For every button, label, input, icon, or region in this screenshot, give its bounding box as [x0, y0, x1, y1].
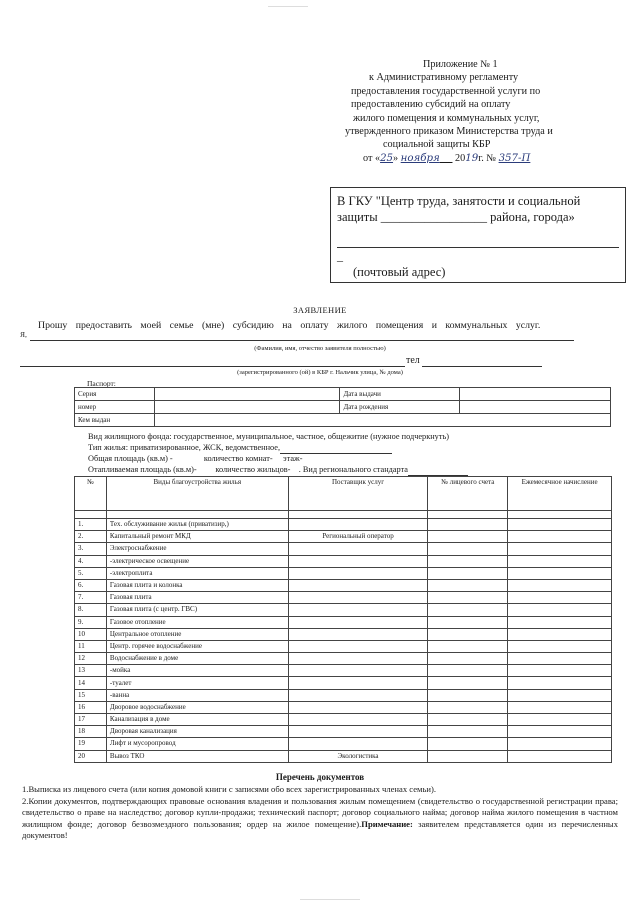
row-monthly[interactable] — [508, 726, 612, 738]
table-row — [75, 567, 612, 579]
row-account[interactable] — [428, 579, 508, 591]
request-text: Прошу предоставить моей семье (мне) субсидию на оплату жилого помещения и коммунальных услуг. — [38, 320, 541, 331]
row-account[interactable] — [428, 567, 508, 579]
row-provider[interactable] — [288, 640, 428, 652]
row-provider[interactable] — [288, 604, 428, 616]
row-monthly[interactable] — [508, 579, 612, 591]
row-monthly[interactable] — [508, 653, 612, 665]
row-provider[interactable] — [288, 628, 428, 640]
row-kind: -электроплита — [106, 567, 288, 579]
row-account[interactable] — [428, 592, 508, 604]
handwritten-year: 19 — [465, 152, 479, 164]
row-monthly[interactable] — [508, 750, 612, 762]
table-header-row — [75, 477, 612, 511]
row-kind: -электрическое освещение — [106, 555, 288, 567]
row-kind: Тех. обслуживание жилья (приватизир,) — [106, 519, 288, 531]
row-provider[interactable] — [288, 653, 428, 665]
row-monthly[interactable] — [508, 604, 612, 616]
row-num: 15 — [75, 689, 107, 701]
appendix-line: утвержденного приказом Министерства труда и — [345, 126, 553, 138]
note-label: Примечание: — [361, 818, 413, 829]
appendix-header — [345, 58, 615, 165]
row-num: 3. — [75, 543, 107, 555]
row-account[interactable] — [428, 677, 508, 689]
row-provider[interactable] — [288, 701, 428, 713]
table-row — [75, 665, 612, 677]
note-text: заявителем представляется один из перечисленных документов! — [22, 818, 618, 841]
row-kind: Дворовая канализация — [106, 726, 288, 738]
applicant-name-field[interactable] — [30, 340, 574, 341]
handwritten-number: 357-П — [498, 152, 531, 164]
table-row — [75, 604, 612, 616]
passport-issue-date-label: Дата выдачи — [340, 388, 460, 401]
housing-area-row: Общая площадь (кв.м) - количество комнат- этаж- — [88, 453, 303, 463]
row-num: 18 — [75, 726, 107, 738]
row-monthly[interactable] — [508, 592, 612, 604]
table-row — [75, 414, 611, 427]
documents-title: Перечень документов — [275, 772, 365, 782]
table-row — [75, 738, 612, 750]
table-row — [75, 628, 612, 640]
housing-type-row: Тип жилья: приватизированное, ЖСК, ведомственное, — [88, 442, 468, 453]
passport-number-field[interactable] — [154, 401, 340, 414]
table-row — [75, 701, 612, 713]
passport-table — [74, 387, 611, 427]
row-monthly[interactable] — [508, 543, 612, 555]
table-row — [75, 579, 612, 591]
row-num: 20 — [75, 750, 107, 762]
row-provider[interactable] — [288, 592, 428, 604]
row-kind: Центральное отопление — [106, 628, 288, 640]
address-line2: защиты _________________ района, города» — [337, 210, 575, 224]
scan-edge-bottom — [300, 899, 360, 900]
passport-label: Паспорт: — [87, 379, 116, 388]
row-provider[interactable] — [288, 738, 428, 750]
row-num: 1. — [75, 519, 107, 531]
row-provider[interactable] — [288, 579, 428, 591]
row-num: 14 — [75, 677, 107, 689]
row-provider[interactable] — [288, 567, 428, 579]
row-num: 13 — [75, 665, 107, 677]
housing-fund: Вид жилищного фонда: государственное, муниципальное, частное, общежитие (нужное подчеркнуть) — [88, 432, 449, 441]
row-account[interactable] — [428, 689, 508, 701]
appendix-line: жилого помещения и коммунальных услуг, — [353, 112, 540, 124]
header-num: № — [75, 477, 107, 511]
row-kind: Центр. горячее водоснабжение — [106, 640, 288, 652]
row-num: 9. — [75, 616, 107, 628]
row-account[interactable] — [428, 738, 508, 750]
appendix-line: предоставления государственной услуги по — [351, 85, 541, 97]
passport-issued-by-label: Кем выдан — [75, 414, 155, 427]
row-provider[interactable] — [288, 555, 428, 567]
housing-type-field[interactable] — [280, 442, 392, 453]
row-monthly[interactable] — [508, 701, 612, 713]
passport-issue-date-field[interactable] — [460, 388, 611, 401]
standard-field[interactable] — [408, 464, 468, 475]
row-kind: -туалет — [106, 677, 288, 689]
address-field[interactable] — [20, 366, 405, 367]
row-kind: Электроснабжение — [106, 543, 288, 555]
row-kind: Лифт и мусоропровод — [106, 738, 288, 750]
services-table — [74, 476, 612, 763]
table-row — [75, 519, 612, 531]
row-num: 5. — [75, 567, 107, 579]
row-provider[interactable] — [288, 519, 428, 531]
row-kind: Газовая плита (с центр. ГВС) — [106, 604, 288, 616]
row-provider[interactable]: Региональный оператор — [288, 531, 428, 543]
row-num: 17 — [75, 714, 107, 726]
address-dash: _ — [337, 249, 343, 263]
housing-info — [88, 432, 468, 476]
appendix-line: Приложение № 1 — [423, 59, 498, 70]
row-account[interactable] — [428, 653, 508, 665]
row-account[interactable] — [428, 555, 508, 567]
header-monthly: Ежемесячное начисление — [508, 477, 612, 511]
row-num: 2. — [75, 531, 107, 543]
row-provider[interactable] — [288, 689, 428, 701]
row-account[interactable] — [428, 701, 508, 713]
address-tel-row — [20, 355, 620, 369]
row-account[interactable] — [428, 714, 508, 726]
table-row — [75, 388, 611, 401]
row-monthly[interactable] — [508, 714, 612, 726]
row-kind: -ванна — [106, 689, 288, 701]
row-num: 4. — [75, 555, 107, 567]
table-row — [75, 714, 612, 726]
document-item-1: 1.Выписка из лицевого счета (или копия домовой книги с записями обо всех зарегистрированных членах семьи). — [22, 784, 436, 794]
row-account[interactable] — [428, 640, 508, 652]
row-monthly[interactable] — [508, 677, 612, 689]
row-provider[interactable] — [288, 616, 428, 628]
row-kind: Газовое отопление — [106, 616, 288, 628]
table-row-spacer — [75, 511, 612, 519]
row-account[interactable] — [428, 726, 508, 738]
row-num: 12 — [75, 653, 107, 665]
documents-list — [22, 784, 618, 842]
row-kind: Газовая плита — [106, 592, 288, 604]
row-monthly[interactable] — [508, 689, 612, 701]
applicant-name-row — [20, 330, 620, 344]
row-monthly[interactable] — [508, 567, 612, 579]
table-row — [75, 750, 612, 762]
row-monthly[interactable] — [508, 519, 612, 531]
row-monthly[interactable] — [508, 640, 612, 652]
row-account[interactable] — [428, 543, 508, 555]
row-kind: Газовая плита и колонка — [106, 579, 288, 591]
appendix-date: от «25» ноября 2019г. № 357-П — [363, 152, 531, 164]
header-kind: Виды благоустройства жилья — [106, 477, 288, 511]
row-monthly[interactable] — [508, 665, 612, 677]
housing-heated-row: Отапливаемая площадь (кв.м)- количество жильцов- . Вид регионального стандарта — [88, 464, 468, 475]
application-title: ЗАЯВЛЕНИЕ — [293, 305, 347, 315]
postal-address-label: (почтовый адрес) — [353, 265, 446, 279]
scan-edge-top — [268, 6, 308, 7]
row-kind: Водоснабжение в доме — [106, 653, 288, 665]
fio-hint: (Фамилия, имя, отчество заявителя полностью) — [254, 345, 386, 352]
table-row — [75, 592, 612, 604]
row-provider[interactable]: Экологистика — [288, 750, 428, 762]
passport-birth-date-field[interactable] — [460, 401, 611, 414]
passport-series-field[interactable] — [154, 388, 340, 401]
row-monthly[interactable] — [508, 616, 612, 628]
ya-label: Я, — [20, 330, 27, 339]
appendix-line: к Административному регламенту — [369, 72, 519, 84]
document-item-2: 2.Копии документов, подтверждающих правовые основания владения и пользования жилым помещением (свидетельство о государственной регистрации права; свидетельство о праве на наследство; договор купли-продажи; технический паспорт; договор социального найма; договор найма жилого помещения в частном жилищном фонде; договор безвозмездного пользования; ордер на жилое помещение).Примечание: заявителем представляется один из перечисленных документов! — [22, 795, 618, 841]
table-row — [75, 640, 612, 652]
table-row — [75, 653, 612, 665]
row-provider[interactable] — [288, 726, 428, 738]
table-row — [75, 726, 612, 738]
row-provider[interactable] — [288, 543, 428, 555]
table-row — [75, 555, 612, 567]
row-provider[interactable] — [288, 714, 428, 726]
row-num: 11 — [75, 640, 107, 652]
row-monthly[interactable] — [508, 628, 612, 640]
address-box — [330, 187, 626, 283]
row-kind: -мойка — [106, 665, 288, 677]
appendix-line: предоставлению субсидий на оплату — [351, 99, 511, 111]
address-fill-line[interactable] — [337, 247, 619, 248]
row-account[interactable] — [428, 665, 508, 677]
passport-birth-date-label: Дата рождения — [340, 401, 460, 414]
row-num: 7. — [75, 592, 107, 604]
tel-label: тел — [406, 355, 420, 366]
row-num: 10 — [75, 628, 107, 640]
address-line1: В ГКУ "Центр труда, занятости и социальной — [337, 194, 581, 208]
row-num: 19 — [75, 738, 107, 750]
table-row — [75, 616, 612, 628]
table-row — [75, 543, 612, 555]
header-account: № лицевого счета — [428, 477, 508, 511]
tel-field[interactable] — [422, 366, 542, 367]
registered-hint: (зарегистрированного (ой) в КБР г. Нальчик улица, № дома) — [237, 369, 403, 376]
row-account[interactable] — [428, 616, 508, 628]
row-monthly[interactable] — [508, 738, 612, 750]
table-row — [75, 677, 612, 689]
handwritten-month: ноября — [400, 152, 440, 164]
passport-series-label: Серия — [75, 388, 155, 401]
row-account[interactable] — [428, 750, 508, 762]
row-kind: Канализация в доме — [106, 714, 288, 726]
row-kind: Дворовое водоснабжение — [106, 701, 288, 713]
row-kind: Капитальный ремонт МКД — [106, 531, 288, 543]
row-account[interactable] — [428, 628, 508, 640]
header-provider: Поставщик услуг — [288, 477, 428, 511]
row-kind: Вывоз ТКО — [106, 750, 288, 762]
row-num: 6. — [75, 579, 107, 591]
row-monthly[interactable] — [508, 531, 612, 543]
row-account[interactable] — [428, 519, 508, 531]
table-row — [75, 401, 611, 414]
row-provider[interactable] — [288, 665, 428, 677]
passport-issued-by-field[interactable] — [154, 414, 610, 427]
table-row — [75, 531, 612, 543]
passport-number-label: номер — [75, 401, 155, 414]
row-num: 8. — [75, 604, 107, 616]
row-account[interactable] — [428, 604, 508, 616]
row-provider[interactable] — [288, 677, 428, 689]
row-monthly[interactable] — [508, 555, 612, 567]
row-account[interactable] — [428, 531, 508, 543]
handwritten-day: 25 — [380, 152, 394, 164]
row-num: 16 — [75, 701, 107, 713]
appendix-line: социальной защиты КБР — [383, 139, 491, 151]
table-row — [75, 689, 612, 701]
